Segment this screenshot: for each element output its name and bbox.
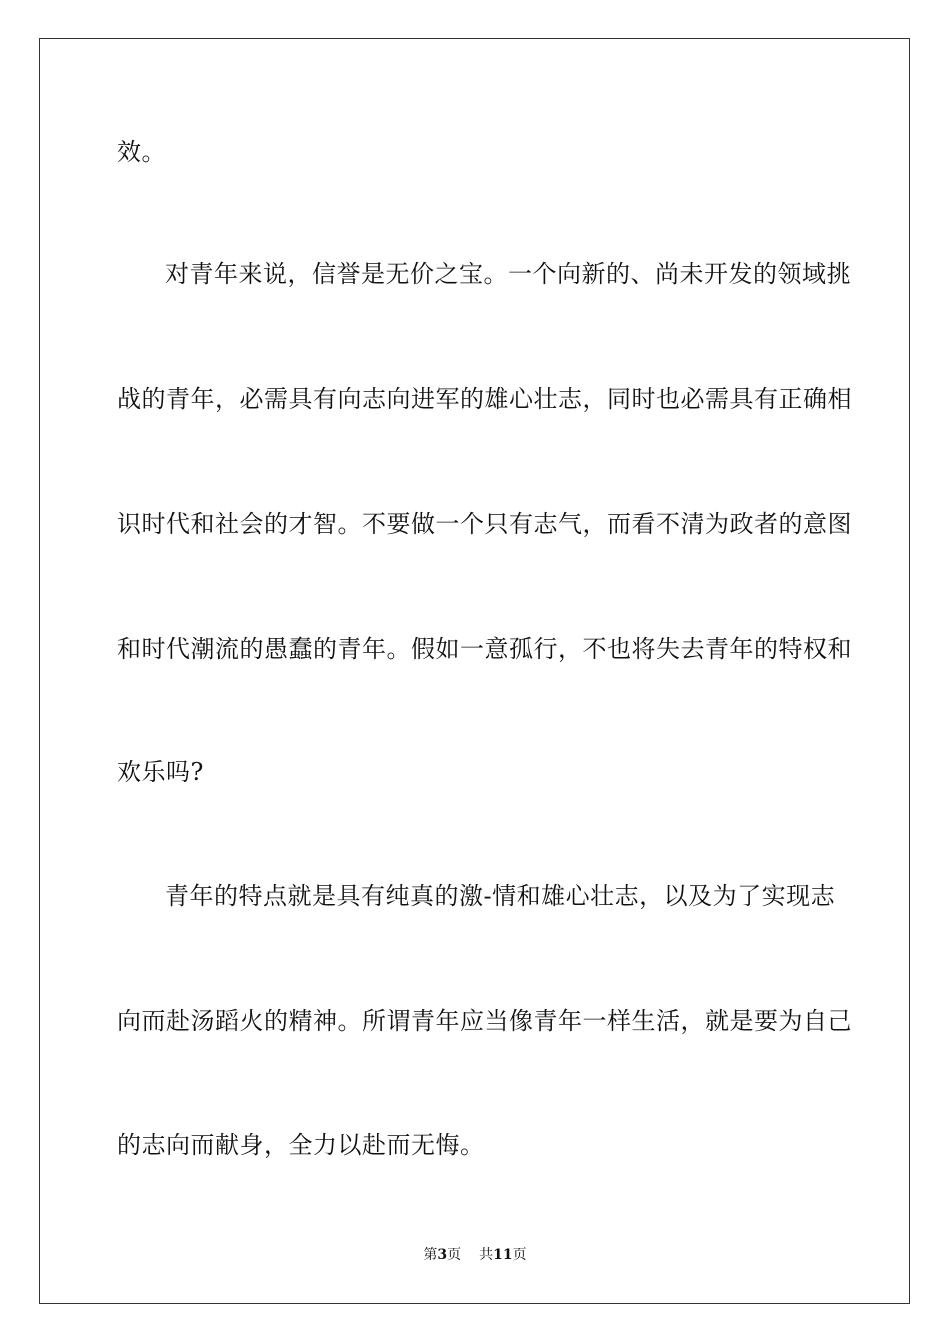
page-current: 3	[437, 1247, 448, 1263]
text-line: 战的青年，必需具有向志向进军的雄心壮志，同时也必需具有正确相	[117, 385, 852, 413]
total-prefix: 共	[479, 1247, 494, 1263]
text-line: 识时代和社会的才智。不要做一个只有志气，而看不清为政者的意图	[117, 510, 852, 538]
total-suffix: 页	[512, 1247, 527, 1263]
text-line: 和时代潮流的愚蠢的青年。假如一意孤行，不也将失去青年的特权和	[117, 635, 852, 663]
page-total: 11	[493, 1247, 513, 1263]
text-line: 欢乐吗?	[117, 758, 204, 786]
text-line: 效。	[117, 138, 166, 166]
page-suffix: 页	[447, 1247, 462, 1263]
page-prefix: 第	[423, 1247, 438, 1263]
page-footer	[0, 1246, 950, 1264]
text-line: 青年的特点就是具有纯真的激-情和雄心壮志，以及为了实现志	[165, 882, 836, 910]
text-line: 的志向而献身，全力以赴而无悔。	[117, 1131, 485, 1159]
text-line: 对青年来说，信誉是无价之宝。一个向新的、尚未开发的领域挑	[165, 260, 851, 288]
page-frame	[39, 38, 910, 1304]
text-line: 向而赴汤蹈火的精神。所谓青年应当像青年一样生活，就是要为自己	[117, 1007, 852, 1035]
